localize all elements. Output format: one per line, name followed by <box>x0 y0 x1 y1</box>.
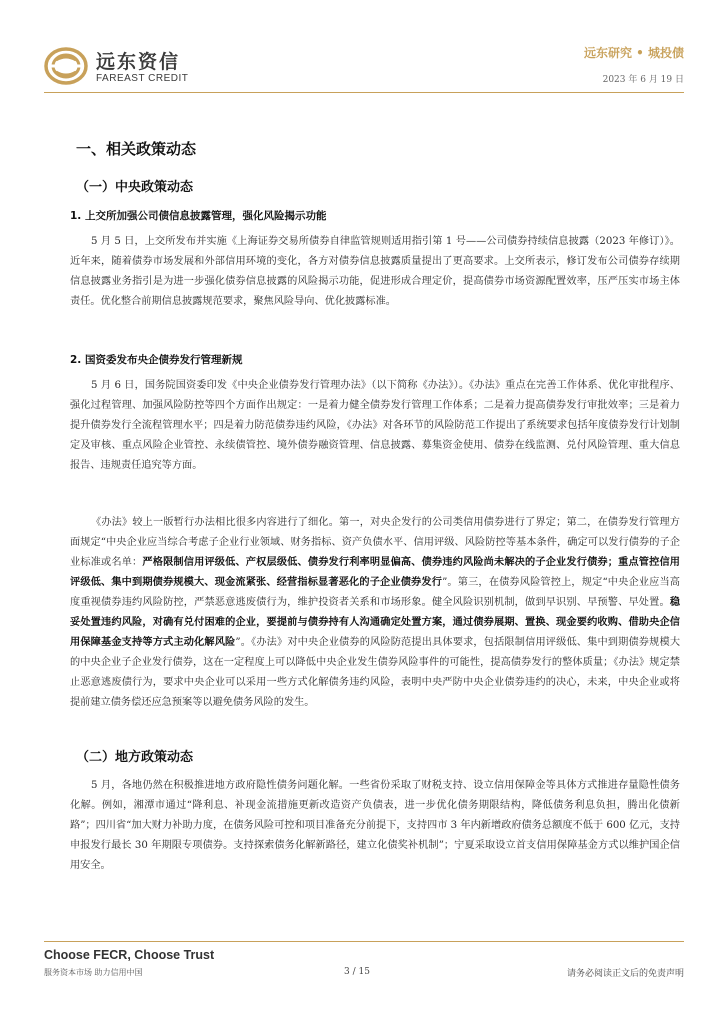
para-text: 《办法》较上一版暂行办法相比很多内容进行了细化。第一，对央企发行的公司类信用债券进行了界定；第二，在债券发行管理方面规定“中央企业应当综合考虑子企业行业领域、财务指标、资产负债水平、信用评级、风险防控等基本条件，确定可以发行债券的子企业标准或名单： <box>70 517 680 568</box>
footer-disclaimer: 请务必阅读正文后的免责声明 <box>566 969 684 979</box>
page-number: 3 / 15 <box>344 967 370 977</box>
local-policy-paragraph: 5 月，各地仍然在积极推进地方政府隐性债务问题化解。一些省份采取了财税支持、设立信用保障金等具体方式推进存量隐性债务化解。例如，湘潭市通过“降利息、补现金流措施更新改造资产负债表，进一步优化债务期限结构，降低债务利息负担，腾出化债新路”；四川省“加大财力补助力度，在债务风险可控和项目准备充分前提下，支持四市 3 年内新增政府债务总额度不低于 600 亿元，支持申报发行最长 30 年期限专项债券。支持探索债务化解新路径，建立化债奖补机制”；宁夏采取设立首支信用保障基金方式以维护国企信用安全。 <box>70 780 680 871</box>
item-2-paragraph-2 <box>70 513 680 713</box>
fareast-logo-icon <box>44 46 88 86</box>
company-logo <box>44 44 244 94</box>
footer-tagline: 服务资本市场 助力信用中国 <box>44 968 143 977</box>
header-divider <box>44 92 684 93</box>
para-text: ”。《办法》对中央企业债券的风险防范提出具体要求，包括限制信用评级低、集中到期债券规模大的中央企业子企业发行债券，这在一定程度上可以降低中央企业发生债券风险事件的可能性，提高债券发行的整体质量；《办法》规定禁止恶意逃废债行为，要求中央企业可以采用一些方式化解债务违约风险，表明中央严防中央企业债券违约的决心，未来，中央企业或将提前建立债务偿还应急预案等以避免债务风险的发生。 <box>70 637 681 708</box>
para-emphasis: 稳妥处置违约风险，对确有兑付困难的企业，要提前与债券持有人沟通确定处置方案，通过债券展期、置换、现金要约收购、借助央企信用保障基金支持等方式主动化解风险 <box>70 597 680 648</box>
report-series: 远东研究 • 城投债 <box>583 46 684 60</box>
item-1-heading: 1. 上交所加强公司债信息披露管理，强化风险揭示功能 <box>70 210 327 222</box>
para-emphasis: 严格限制信用评级低、产权层级低、债券发行利率明显偏高、债券违约风险尚未解决的子企业发行债券；重点管控信用评级低、集中到期债券规模大、现金流紧张、经营指标显著恶化的子企业债券发行 <box>70 557 680 588</box>
local-policy-heading: （二）地方政策动态 <box>76 750 194 765</box>
item-2-paragraph-1: 5 月 6 日，国务院国资委印发《中央企业债券发行管理办法》（以下简称《办法》）。《办法》重点在完善工作体系、优化审批程序、强化过程管理、加强风险防控等四个方面作出规定：一是着力健全债券发行管理工作体系；二是着力提高债券发行审批效率；三是着力提升债券发行全流程管理水平；四是着力防范债券违约风险，《办法》对各环节的风险防范工作提出了系统要求包括年度债券发行计划制定及审核、重点风险企业管控、永续债管控、境外债券融资管理、信息披露、募集资金使用、债券在线监测、兑付风险管理、重大信息报告、违规责任追究等方面。 <box>70 380 680 471</box>
para-text: ”。第三，在债券风险管控上，规定“中央企业应当高度重视债券违约风险防控，严禁恶意逃废债行为，维护投资者关系和市场形象。健全风险识别机制，做到早识别、早预警、早处置。 <box>70 577 680 608</box>
logo-english-name: FAREAST CREDIT <box>96 73 189 84</box>
page-header <box>0 0 724 100</box>
central-policy-heading: （一）中央政策动态 <box>76 180 194 195</box>
item-2-heading: 2. 国资委发布央企债券发行管理新规 <box>70 354 243 366</box>
report-date: 2023 年 6 月 19 日 <box>602 75 684 85</box>
footer-divider <box>44 941 684 942</box>
logo-chinese-name: 远东资信 <box>96 51 181 73</box>
footer-slogan: Choose FECR, Choose Trust <box>44 948 215 962</box>
item-1-paragraph: 5 月 5 日，上交所发布并实施《上海证券交易所债券自律监管规则适用指引第 1 号——公司债券持续信息披露（2023 年修订）》。近年来，随着债券市场发展和外部信用环境的变化，各方对债券信息披露质量提出了更高要求。上交所表示，修订发布公司债券存续期信息披露业务指引是为进一步强化债券信息披露的风险揭示功能，促进形成合理定价，提高债券市场资源配置效率，压严压实市场主体责任。优化整合前期信息披露规范要求，聚焦风险导向、优化披露标准。 <box>70 236 680 307</box>
section-title: 一、相关政策动态 <box>76 140 197 158</box>
